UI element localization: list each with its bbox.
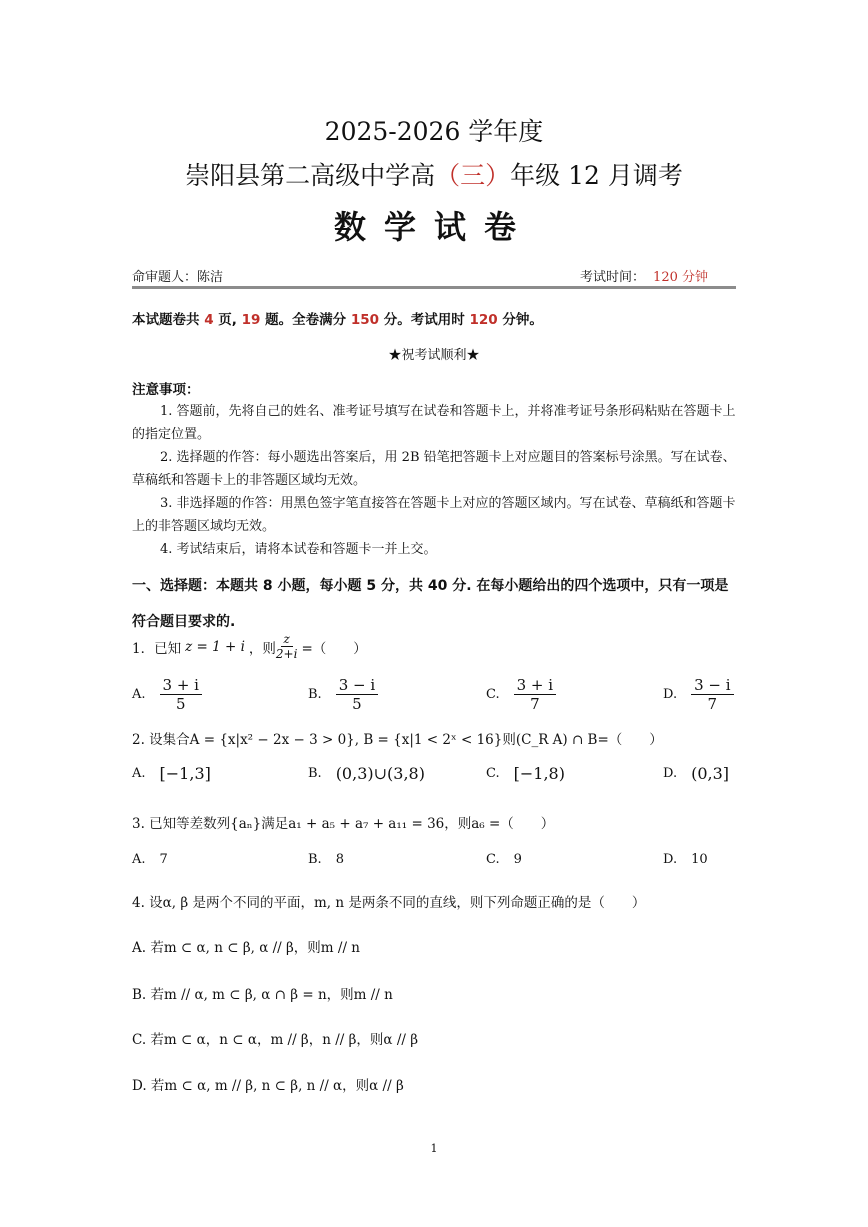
summary-minutes: 120 — [469, 312, 498, 328]
exam-name: 年级 12 月调考 — [510, 161, 683, 190]
option-c[interactable] — [486, 764, 565, 783]
exam-time — [580, 266, 708, 285]
notice-heading: 注意事项： — [132, 382, 200, 398]
question-text: 1．已知 — [132, 640, 182, 657]
option-fraction — [514, 676, 556, 713]
meta-line — [132, 266, 736, 289]
option-label: B. — [308, 852, 322, 867]
option-c[interactable] — [486, 852, 522, 867]
option-fraction — [691, 676, 733, 713]
option-value: 8 — [335, 852, 344, 867]
exam-school-title — [0, 156, 868, 192]
option-a[interactable] — [132, 764, 211, 783]
summary-text: 题。全卷满分 — [260, 312, 351, 328]
notice-item: 1. 答题前，先将自己的姓名、准考证号填写在试卷和答题卡上，并将准考证号条形码粘贴在答题卡上的指定位置。 — [132, 404, 736, 442]
option-label: C. — [486, 687, 500, 702]
fraction-numerator: 3 − i — [691, 676, 733, 695]
proposer-label: 命审题人：陈洁 — [132, 270, 224, 285]
fraction-denominator: 5 — [352, 695, 362, 713]
summary-questions: 19 — [241, 312, 261, 328]
question-fraction — [276, 632, 298, 661]
question-text: ，则 — [248, 640, 276, 657]
option-c[interactable]: C. 若m ⊂ α，n ⊂ α，m // β，n // β，则α // β — [132, 1032, 419, 1048]
notice-item: 2. 选择题的作答：每小题选出答案后，用 2B 铅笔把答题卡上对应题目的答案标号涂黑。写在试卷、草稿纸和答题卡上的非答题区域均无效。 — [132, 450, 736, 488]
question-1 — [132, 632, 738, 661]
question-3: 3. 已知等差数列{aₙ}满足a₁ + a₅ + a₇ + a₁₁ = 36，则a₆ =（ ） — [132, 816, 555, 832]
option-c[interactable] — [486, 676, 556, 713]
fraction-denominator: 7 — [707, 695, 718, 713]
exam-year: 2025-2026 学年度 — [324, 117, 544, 146]
summary-text: 页, — [213, 312, 242, 328]
option-label: A. — [132, 687, 146, 702]
option-value: 9 — [513, 852, 522, 867]
fraction-numerator: 3 − i — [336, 676, 378, 695]
option-a[interactable]: A. 若m ⊂ α, n ⊂ β, α // β，则m // n — [132, 940, 360, 956]
option-label: C. — [486, 766, 500, 781]
option-label: B. — [308, 687, 322, 702]
summary-text: 本试题卷共 — [132, 312, 205, 328]
good-luck-line: ★祝考试顺利★ — [388, 348, 480, 363]
option-a[interactable] — [132, 676, 202, 713]
option-label: D. — [663, 687, 678, 702]
exam-time-label: 考试时间： — [580, 270, 646, 285]
option-b[interactable]: B. 若m // α, m ⊂ β, α ∩ β = n，则m // n — [132, 987, 393, 1003]
notice-item: 4. 考试结束后，请将本试卷和答题卡一并上交。 — [160, 542, 437, 557]
summary-score: 150 — [350, 312, 380, 328]
fraction-denominator: 2+i — [275, 647, 298, 661]
summary-text: 分钟。 — [497, 312, 543, 328]
question-4: 4. 设α, β 是两个不同的平面，m, n 是两条不同的直线，则下列命题正确的是（ ） — [132, 895, 646, 911]
option-value: 7 — [159, 852, 168, 867]
notice-list — [132, 400, 738, 561]
option-b[interactable] — [308, 852, 344, 867]
fraction-numerator: 3 + i — [160, 676, 202, 695]
option-fraction — [336, 676, 378, 713]
notice-item: 3. 非选择题的作答：用黑色签字笔直接答在答题卡上对应的答题区域内。写在试卷、草稿纸和答题卡上的非答题区域均无效。 — [132, 496, 736, 534]
option-fraction — [160, 676, 202, 713]
fraction-denominator: 5 — [175, 695, 186, 713]
page-number: 1 — [430, 1142, 438, 1155]
school-name: 崇阳县第二高级中学高 — [185, 161, 436, 190]
option-label: B. — [308, 766, 322, 781]
option-label: D. — [663, 766, 678, 781]
option-label: C. — [486, 852, 500, 867]
summary-text: 分。考试用时 — [379, 312, 470, 328]
summary-pages: 4 — [204, 312, 214, 328]
option-value: [−1,8) — [513, 764, 565, 783]
option-d[interactable]: D. 若m ⊂ α, m // β, n ⊂ β, n // α，则α // β — [132, 1078, 404, 1094]
question-2-options — [132, 764, 738, 804]
fraction-denominator: 7 — [530, 695, 540, 713]
section-heading: 一、选择题：本题共 8 小题，每小题 5 分，共 40 分. 在每小题给出的四个选项中，只有一项是符合题目要求的. — [132, 578, 729, 630]
option-b[interactable] — [308, 676, 378, 713]
option-a[interactable] — [132, 852, 168, 867]
option-value: (0,3] — [691, 764, 730, 783]
question-2: 2. 设集合A = {x|x² − 2x − 3 > 0}, B = {x|1 < 2ˣ < 16}则(C_R A) ∩ B=（ ） — [132, 732, 663, 748]
question-1-options — [132, 676, 738, 716]
option-value: 10 — [691, 852, 708, 867]
question-text: =（ ） — [301, 640, 367, 657]
exam-time-value: 120 分钟 — [653, 270, 708, 285]
question-3-options — [132, 852, 738, 892]
option-value: (0,3)∪(3,8) — [335, 764, 425, 783]
exam-summary — [132, 308, 543, 328]
fraction-numerator: 3 + i — [514, 676, 556, 695]
option-b[interactable] — [308, 764, 425, 783]
fraction-numerator: z — [281, 632, 293, 647]
subject-title: 数学试卷 — [333, 208, 534, 246]
option-d[interactable] — [663, 852, 708, 867]
option-d[interactable] — [663, 676, 734, 713]
option-label: A. — [132, 852, 146, 867]
question-expr: z = 1 + i — [185, 638, 245, 655]
option-d[interactable] — [663, 764, 729, 783]
grade-number: （三） — [435, 161, 511, 190]
option-label: A. — [132, 766, 146, 781]
option-value: [−1,3] — [159, 764, 211, 783]
option-label: D. — [663, 852, 678, 867]
